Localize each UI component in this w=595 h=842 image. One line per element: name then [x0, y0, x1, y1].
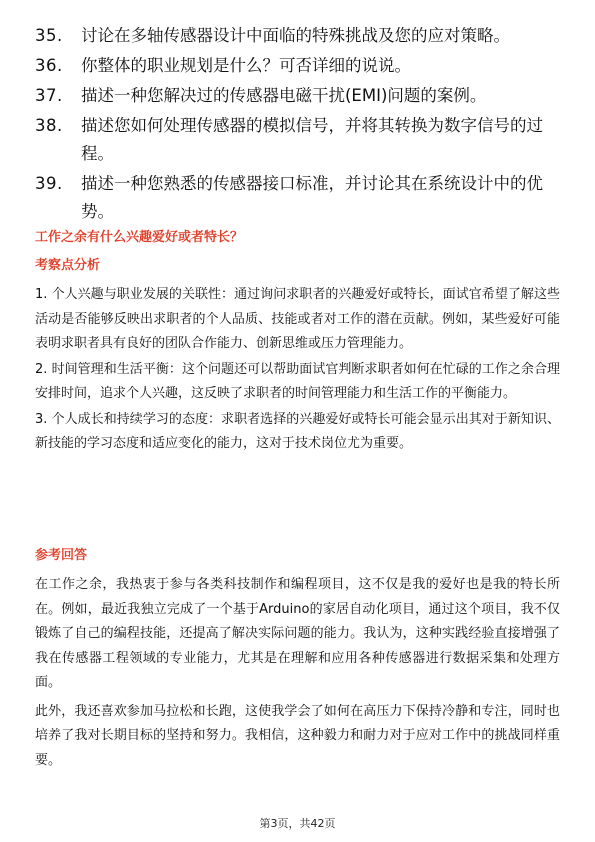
question-number: 36.: [35, 56, 63, 75]
question-number: 37.: [35, 86, 63, 105]
question-text: 描述您如何处理传感器的模拟信号，并将其转换为数字信号的过程。: [81, 116, 543, 163]
question-item: [35, 170, 560, 226]
answer-paragraph: 此外，我还喜欢参加马拉松和长跑，这使我学会了如何在高压力下保持冷静和专注，同时也培养了我对长期目标的坚持和努力。我相信，这种毅力和耐力对于应对工作中的挑战同样重要。: [35, 703, 560, 768]
question-text: 讨论在多轴传感器设计中面临的特殊挑战及您的应对策略。: [81, 26, 510, 45]
question-item: [35, 82, 560, 110]
question-item: [35, 112, 560, 168]
answer-paragraph: 在工作之余，我热衷于参与各类科技制作和编程项目，这不仅是我的爱好也是我的特长所在。例如，最近我独立完成了一个基于Arduino的家居自动化项目，通过这个项目，我不仅锻炼了自己的编程技能，还提高了解决实际问题的能力。我认为，这种实践经验直接增强了我在传感器工程领域的专业能力，尤其是在理解和应用各种传感器进行数据采集和处理方面。: [35, 577, 560, 690]
analysis-paragraph: 2. 时间管理和生活平衡：这个问题还可以帮助面试官判断求职者如何在忙碌的工作之余合理安排时间，追求个人兴趣，这反映了求职者的时间管理能力和生活工作的平衡能力。: [35, 361, 560, 401]
question-list: [35, 22, 560, 228]
question-item: [35, 52, 560, 80]
question-text: 描述一种您熟悉的传感器接口标准，并讨论其在系统设计中的优势。: [81, 174, 543, 221]
page-number: 第3页，共42页: [259, 817, 336, 830]
answer-body: [35, 573, 560, 777]
answer-heading: 参考回答: [35, 548, 88, 563]
analysis-paragraph: 3. 个人成长和持续学习的态度：求职者选择的兴趣爱好或特长可能会显示出其对于新知识、新技能的学习态度和适应变化的能力，这对于技术岗位尤为重要。: [35, 411, 560, 451]
question-text: 你整体的职业规划是什么？可否详细的说说。: [81, 56, 411, 75]
question-text: 描述一种您解决过的传感器电磁干扰(EMI)问题的案例。: [81, 86, 487, 105]
question-number: 35.: [35, 26, 63, 45]
analysis-body: [35, 283, 560, 458]
question-number: 38.: [35, 116, 63, 135]
analysis-paragraph: 1. 个人兴趣与职业发展的关联性：通过询问求职者的兴趣爱好或特长，面试官希望了解这些活动是否能够反映出求职者的个人品质、技能或者对工作的潜在贡献。例如，某些爱好可能表明求职者具有良好的团队合作能力、创新思维或压力管理能力。: [35, 287, 560, 351]
section-heading: 工作之余有什么兴趣爱好或者特长？: [35, 230, 244, 245]
analysis-heading: 考察点分析: [35, 258, 101, 273]
question-number: 39.: [35, 174, 63, 193]
question-item: [35, 22, 560, 50]
